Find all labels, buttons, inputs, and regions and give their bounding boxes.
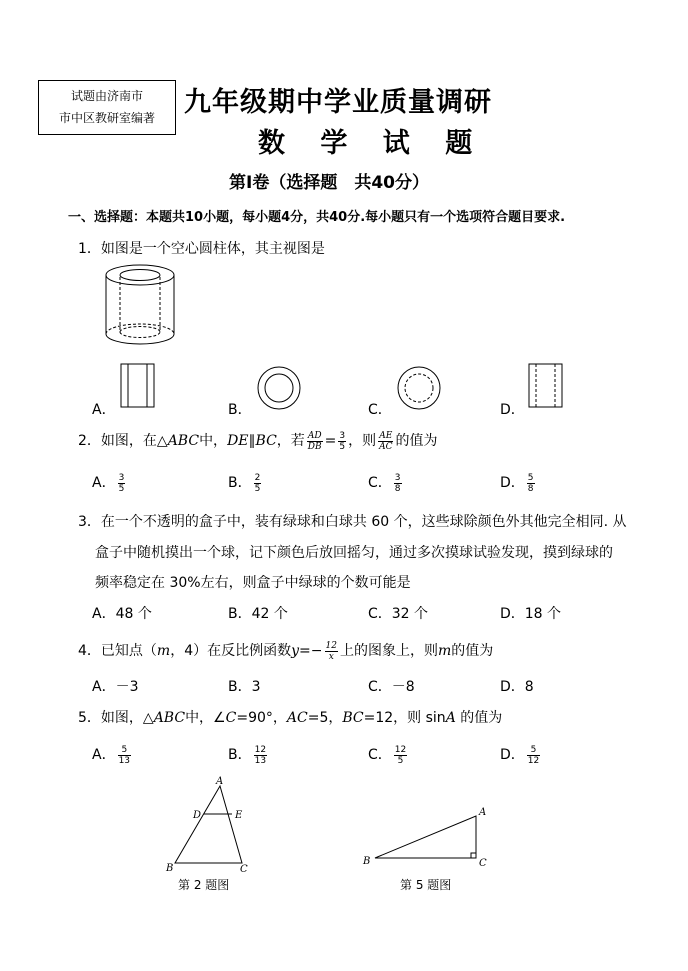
q1-option-c-figure bbox=[396, 365, 442, 411]
fig5-label-c: C bbox=[479, 858, 487, 869]
q3-option-a: A．48 个 bbox=[92, 606, 152, 622]
figure-q5-caption: 第 5 题图 bbox=[400, 878, 452, 892]
source-note-box bbox=[38, 80, 176, 135]
q4-option-d: D．8 bbox=[500, 679, 534, 695]
figure-q5-right-triangle bbox=[360, 800, 495, 872]
fig2-label-b: B bbox=[166, 863, 174, 874]
figure-q2-caption: 第 2 题图 bbox=[178, 878, 230, 892]
q5-option-c: C． $\frac{12}{5}$ bbox=[368, 744, 407, 766]
q4-option-c: C．－8 bbox=[368, 679, 415, 695]
q3-option-c: C．32 个 bbox=[368, 606, 429, 622]
q4-option-a: A．－3 bbox=[92, 679, 139, 695]
source-note-line2: 市中区教研室编著 bbox=[58, 111, 155, 125]
question-2-stem: 2．如图，在△ABC中，DE∥BC，若 $\frac{AD}{DB}$ = $\frac{3}{5}$ ，则 $\frac{AE}{AC}$ 的值为 bbox=[78, 430, 438, 452]
q5-option-d: D． $\frac{5}{12}$ bbox=[500, 744, 540, 766]
fig2-label-c: C bbox=[240, 864, 248, 875]
condition-value: $\frac{3}{5}$ bbox=[339, 430, 346, 452]
question-3-line3: 频率稳定在 30%左右，则盒子中绿球的个数可能是 bbox=[95, 575, 411, 591]
q1-option-d-figure bbox=[528, 363, 564, 409]
q3-option-b: B．42 个 bbox=[228, 606, 288, 622]
fig2-label-a: A bbox=[216, 776, 224, 787]
q2-option-a: A． $\frac{3}{5}$ bbox=[92, 472, 125, 494]
fig5-label-a: A bbox=[479, 807, 487, 818]
hollow-cylinder-figure bbox=[103, 262, 177, 348]
q1-option-a-label: A． bbox=[92, 402, 116, 418]
q2-option-c: C． $\frac{3}{8}$ bbox=[368, 472, 401, 494]
q2-option-b: B． $\frac{2}{5}$ bbox=[228, 472, 261, 494]
q3-option-d: D．18 个 bbox=[500, 606, 562, 622]
question-4-stem: 4．已知点（m，4）在反比例函数y=− $\frac{12}{x}$ 上的图象上，则m的值为 bbox=[78, 640, 494, 662]
question-3-line2: 盒子中随机摸出一个球，记下颜色后放回摇匀，通过多次摸球试验发现，摸到绿球的 bbox=[95, 545, 613, 561]
q1-option-b-label: B． bbox=[228, 402, 252, 418]
q1-option-c-label: C． bbox=[368, 402, 392, 418]
q1-option-b-figure bbox=[256, 365, 302, 411]
question-1-stem: 1．如图是一个空心圆柱体，其主视图是 bbox=[78, 241, 325, 257]
exam-title: 九年级期中学业质量调研 bbox=[184, 87, 492, 118]
q5-option-b: B． $\frac{12}{13}$ bbox=[228, 744, 267, 766]
q1-option-a-figure bbox=[120, 363, 156, 409]
condition-ratio: $\frac{AD}{DB}$ bbox=[307, 430, 322, 452]
fig5-label-b: B bbox=[363, 856, 371, 867]
fig2-label-d: D bbox=[193, 810, 202, 821]
q1-option-d-label: D． bbox=[500, 402, 525, 418]
exam-subtitle: 数 学 试 题 bbox=[258, 128, 486, 159]
source-note-line1: 试题由济南市 bbox=[70, 89, 143, 103]
q5-option-a: A． $\frac{5}{13}$ bbox=[92, 744, 131, 766]
asked-ratio: $\frac{AE}{AC}$ bbox=[379, 430, 393, 452]
q2-option-d: D． $\frac{5}{8}$ bbox=[500, 472, 534, 494]
question-5-stem: 5．如图，△ABC中，∠C=90°，AC=5，BC=12，则 sinA 的值为 bbox=[78, 710, 503, 726]
question-3-line1: 3．在一个不透明的盒子中，装有绿球和白球共 60 个，这些球除颜色外其他完全相同. 从 bbox=[78, 514, 627, 530]
fig2-label-e: E bbox=[235, 810, 243, 821]
figure-q2-triangle bbox=[160, 776, 260, 876]
section-instructions: 一、选择题：本题共10小题，每小题4分，共40分.每小题只有一个选项符合题目要求. bbox=[68, 210, 566, 225]
part-heading: 第Ⅰ卷（选择题 共40分） bbox=[229, 173, 429, 193]
function-fraction: $\frac{12}{x}$ bbox=[325, 640, 337, 662]
q4-option-b: B．3 bbox=[228, 679, 261, 695]
